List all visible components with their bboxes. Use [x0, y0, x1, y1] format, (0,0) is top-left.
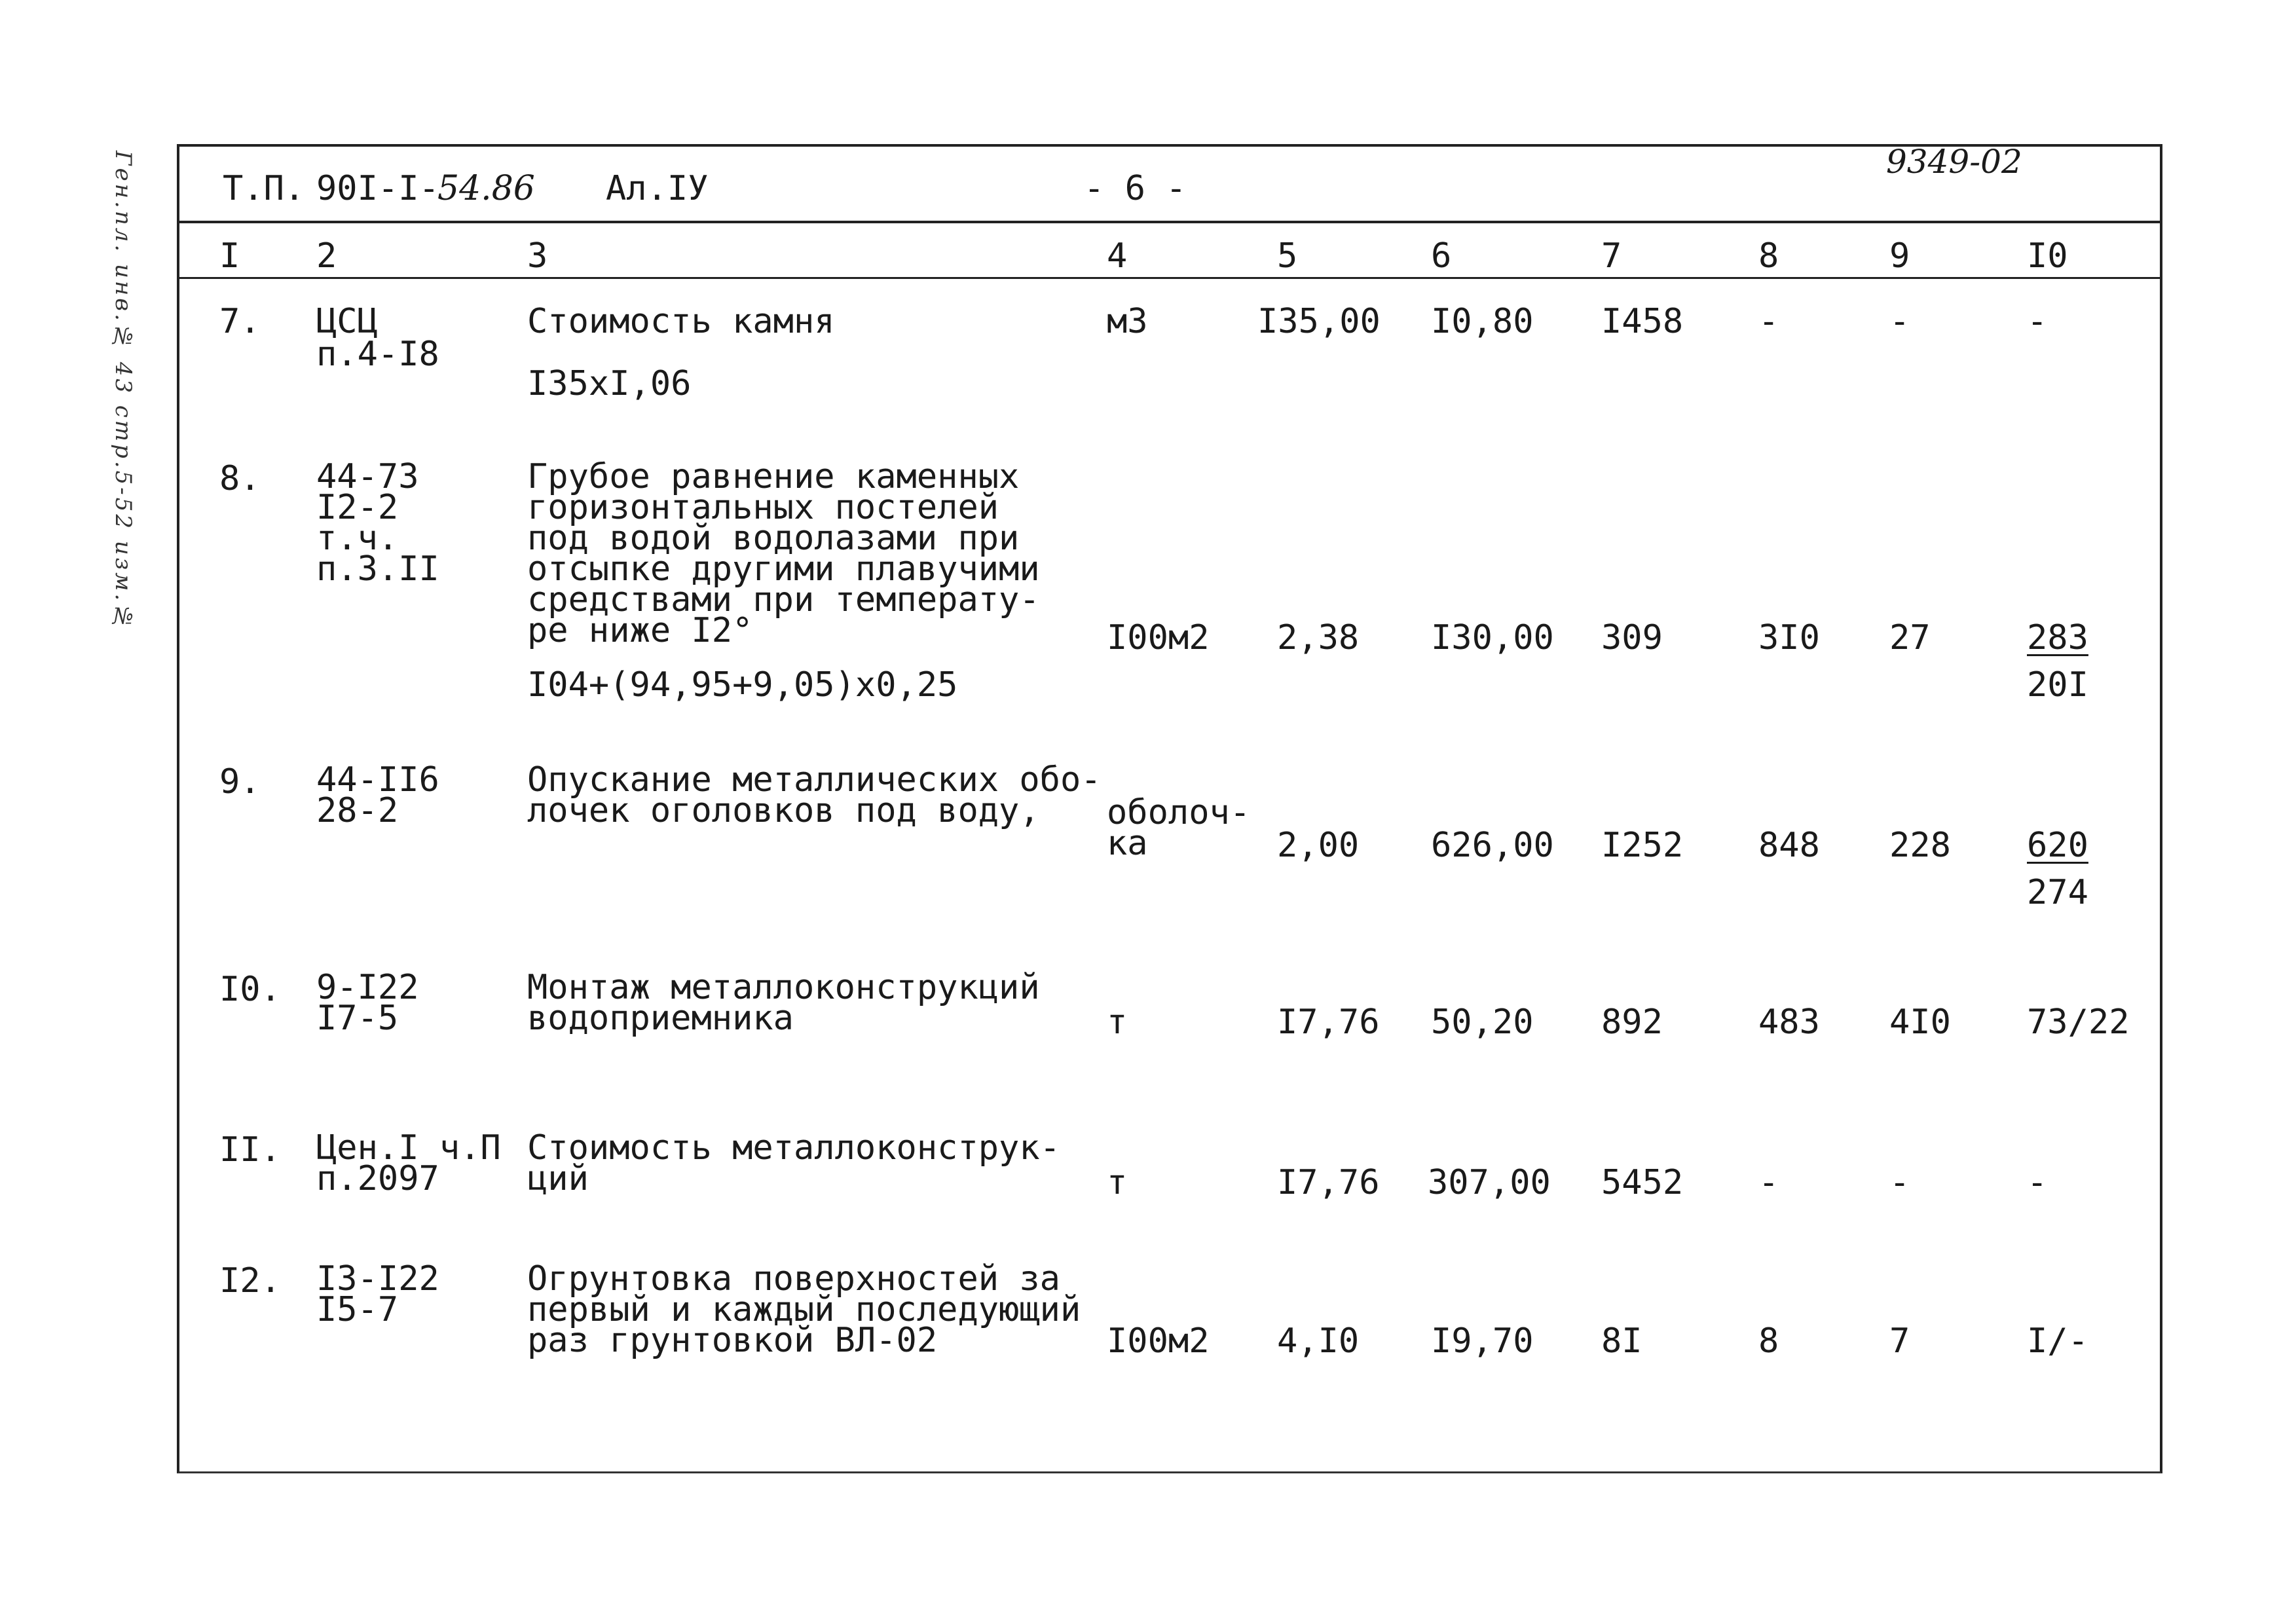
- row-quantity: I7,76: [1277, 1163, 1380, 1202]
- row-description-line: ций: [527, 1159, 589, 1198]
- row-description-line: Опускание металлических обо-: [527, 760, 1102, 800]
- doc-prefix: Т.П.: [223, 169, 305, 208]
- column-header-divider: [177, 277, 2162, 279]
- row-unit-price: 307,00: [1428, 1163, 1551, 1202]
- col-header-8: 8: [1758, 236, 1779, 276]
- row-col9: 27: [1889, 618, 1931, 657]
- row-quantity: 2,38: [1277, 618, 1360, 657]
- row-col9: -: [1889, 302, 1910, 341]
- row-col10-top: I/-: [2027, 1321, 2088, 1361]
- row-col8: 8: [1758, 1321, 1779, 1361]
- row-number: 7.: [219, 302, 261, 341]
- col-header-2: 2: [316, 236, 337, 276]
- row-unit-price: 50,20: [1431, 1003, 1534, 1042]
- col-header-1: I: [219, 236, 240, 276]
- col-header-7: 7: [1601, 236, 1622, 276]
- row-description-line: лочек оголовков под воду,: [527, 791, 1040, 830]
- row-description-line: Огрунтовка поверхностей за: [527, 1259, 1060, 1299]
- row-col10-top: 620: [2027, 826, 2088, 865]
- col-header-4: 4: [1107, 236, 1128, 276]
- row-unit-line: I00м2: [1107, 1321, 1210, 1361]
- row-total: 892: [1601, 1003, 1663, 1042]
- row-unit-price: I9,70: [1431, 1321, 1534, 1361]
- row-code-line: I5-7: [316, 1290, 399, 1329]
- row-description-line: первый и каждый последующий: [527, 1290, 1081, 1329]
- doc-number: 90I-I-: [316, 169, 439, 208]
- row-code-line: 44-73: [316, 457, 419, 496]
- row-col10-bottom: 274: [2027, 873, 2088, 912]
- row-col10-top: 283: [2027, 618, 2088, 657]
- row-code-line: 44-II6: [316, 760, 439, 800]
- row-col10-top: -: [2027, 1163, 2048, 1202]
- row-total: I458: [1601, 302, 1684, 341]
- row-unit-price: I0,80: [1431, 302, 1534, 341]
- row-description-line: средствами при температу-: [527, 580, 1040, 619]
- row-quantity: I7,76: [1277, 1003, 1380, 1042]
- row-col8: -: [1758, 1163, 1779, 1202]
- row-total: 8I: [1601, 1321, 1642, 1361]
- row-description-line: Монтаж металлоконструкций: [527, 968, 1040, 1007]
- page-number: - 6 -: [1084, 169, 1187, 208]
- row-col9: 4I0: [1889, 1003, 1951, 1042]
- margin-note: Ген.пл. инв.№ 43 стр.5-52 изм.№: [110, 151, 136, 633]
- row-description-line: отсыпке другими плавучими: [527, 549, 1040, 589]
- row-unit-price: 626,00: [1431, 826, 1554, 865]
- doc-number-handwritten: 54.86: [437, 169, 535, 208]
- row-unit-price: I30,00: [1431, 618, 1554, 657]
- col-header-6: 6: [1431, 236, 1452, 276]
- row-formula: I04+(94,95+9,05)x0,25: [527, 665, 958, 705]
- row-unit-line: м3: [1107, 302, 1148, 341]
- row-code-line: п.4-I8: [316, 335, 439, 374]
- col-header-10: I0: [2027, 236, 2068, 276]
- row-description-line: Стоимость камня: [527, 302, 835, 341]
- row-quantity: 4,I0: [1277, 1321, 1360, 1361]
- row-col9: -: [1889, 1163, 1910, 1202]
- row-unit-line: I00м2: [1107, 618, 1210, 657]
- row-description-line: горизонтальных постелей: [527, 488, 999, 527]
- row-unit-line: т: [1107, 1003, 1128, 1042]
- row-description-line: раз грунтовкой ВЛ-02: [527, 1321, 938, 1360]
- row-quantity: 2,00: [1277, 826, 1360, 865]
- row-description-line: ре ниже I2°: [527, 611, 753, 650]
- row-col10-top: 73/22: [2027, 1003, 2130, 1042]
- row-description-line: Стоимость металлоконструк-: [527, 1128, 1060, 1168]
- row-code-line: 9-I22: [316, 968, 419, 1007]
- row-col8: 3I0: [1758, 618, 1820, 657]
- row-number: I2.: [219, 1261, 281, 1301]
- row-unit-line: оболоч-: [1107, 793, 1251, 832]
- album-label: Ал.IУ: [606, 169, 709, 208]
- row-code-line: п.2097: [316, 1159, 439, 1198]
- row-code-line: 28-2: [316, 791, 399, 830]
- row-description-line: под водой водолазами при: [527, 519, 1020, 558]
- row-code-line: ЦСЦ: [316, 302, 378, 341]
- row-code-line: Цен.I ч.П: [316, 1128, 501, 1168]
- row-code-line: I3-I22: [316, 1259, 439, 1299]
- header-divider: [177, 221, 2162, 223]
- row-number: I0.: [219, 970, 281, 1009]
- col-header-5: 5: [1277, 236, 1298, 276]
- row-col10-top: -: [2027, 302, 2048, 341]
- row-code-line: I7-5: [316, 999, 399, 1038]
- row-col10-bottom: 20I: [2027, 665, 2088, 705]
- row-description-line: Грубое равнение каменных: [527, 457, 1020, 496]
- row-formula: I35xI,06: [527, 364, 692, 403]
- col-header-9: 9: [1889, 236, 1910, 276]
- row-total: I252: [1601, 826, 1684, 865]
- row-unit-line: ка: [1107, 824, 1148, 863]
- row-col8: 483: [1758, 1003, 1820, 1042]
- row-total: 309: [1601, 618, 1663, 657]
- row-col8: -: [1758, 302, 1779, 341]
- col-header-3: 3: [527, 236, 548, 276]
- row-unit-line: т: [1107, 1163, 1128, 1202]
- row-code-line: I2-2: [316, 488, 399, 527]
- row-number: 8.: [219, 459, 261, 498]
- row-number: 9.: [219, 762, 261, 802]
- row-description-line: водоприемника: [527, 999, 794, 1038]
- row-number: II.: [219, 1130, 281, 1170]
- project-code: 9349-02: [1886, 143, 2022, 181]
- row-code-line: т.ч.: [316, 519, 399, 558]
- row-col8: 848: [1758, 826, 1820, 865]
- row-total: 5452: [1601, 1163, 1684, 1202]
- row-col9: 7: [1889, 1321, 1910, 1361]
- row-quantity: I35,00: [1257, 302, 1381, 341]
- row-code-line: п.3.II: [316, 549, 439, 589]
- row-col9: 228: [1889, 826, 1951, 865]
